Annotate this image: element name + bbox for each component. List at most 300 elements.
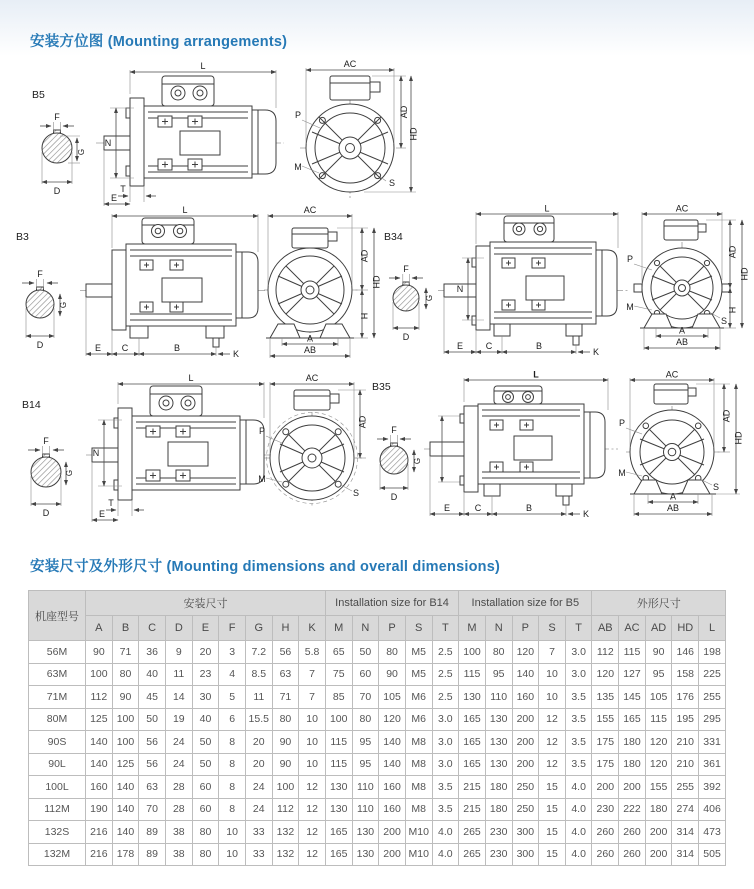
value-cell: 250 [512, 776, 539, 799]
value-cell: 20 [245, 753, 272, 776]
diagram-b35 [368, 369, 746, 532]
end-view [294, 59, 418, 198]
value-cell: 105 [379, 686, 406, 709]
value-cell: 295 [699, 708, 726, 731]
value-cell: 3.5 [432, 798, 459, 821]
value-cell: 56 [139, 731, 166, 754]
value-cell: 3.0 [565, 663, 592, 686]
value-cell: 33 [245, 821, 272, 844]
dim-label-ad: AD [357, 415, 368, 429]
value-cell: 200 [512, 708, 539, 731]
group-header-b14: Installation size for B14 [325, 591, 458, 616]
value-cell: 140 [86, 753, 113, 776]
diagram-label-b5: B5 [32, 89, 45, 101]
value-cell: 4.0 [565, 798, 592, 821]
value-cell: 140 [512, 663, 539, 686]
value-cell: 80 [272, 708, 299, 731]
value-cell: 95 [352, 731, 379, 754]
value-cell: 95 [645, 663, 672, 686]
end-view [264, 205, 382, 358]
side-view [424, 370, 618, 520]
dim-label-e: E [94, 343, 102, 353]
model-cell: 112M [29, 798, 86, 821]
value-cell: 314 [672, 843, 699, 866]
dim-label-ab: AB [675, 337, 689, 347]
value-cell: 3.5 [565, 708, 592, 731]
diagram-label-b35: B35 [372, 381, 391, 393]
value-cell: 100 [112, 708, 139, 731]
value-cell: 392 [699, 776, 726, 799]
column-header: E [192, 616, 219, 641]
dim-label-m: M [294, 162, 302, 172]
value-cell: 28 [165, 776, 192, 799]
column-header: M [459, 616, 486, 641]
dim-label-ac: AC [665, 369, 679, 380]
value-cell: 70 [139, 798, 166, 821]
value-cell: 20 [192, 641, 219, 664]
value-cell: 130 [325, 798, 352, 821]
diagram-label-b34: B34 [384, 231, 403, 243]
value-cell: 473 [699, 821, 726, 844]
dim-label-ad: AD [727, 245, 738, 259]
value-cell: 50 [192, 753, 219, 776]
dim-label-f: F [391, 425, 397, 435]
dim-label-ac: AC [305, 373, 319, 383]
value-cell: 45 [139, 686, 166, 709]
value-cell: 7 [299, 686, 326, 709]
dim-label-d: D [53, 186, 61, 196]
value-cell: 146 [672, 641, 699, 664]
value-cell: 160 [379, 776, 406, 799]
column-header: AC [619, 616, 646, 641]
end-view [626, 204, 749, 351]
dim-label-g: G [59, 301, 68, 309]
value-cell: 30 [192, 686, 219, 709]
table-row [29, 843, 726, 866]
end-view [258, 373, 367, 506]
value-cell: 361 [699, 753, 726, 776]
shaft-section [40, 112, 86, 196]
value-cell: 230 [592, 798, 619, 821]
dim-label-p: P [294, 110, 302, 120]
value-cell: 50 [192, 731, 219, 754]
dim-label-ad: AD [399, 105, 409, 119]
dim-label-s: S [352, 488, 360, 498]
value-cell: 4.0 [565, 821, 592, 844]
diagram-b14 [14, 372, 368, 532]
dim-label-e: E [98, 509, 106, 519]
value-cell: 80 [192, 843, 219, 866]
value-cell: 24 [165, 731, 192, 754]
value-cell: 120 [512, 641, 539, 664]
value-cell: 10 [539, 663, 566, 686]
diagram-b3 [10, 206, 382, 364]
dim-label-g: G [413, 457, 422, 465]
value-cell: 3.0 [432, 731, 459, 754]
value-cell: 8.5 [245, 663, 272, 686]
value-cell: 216 [86, 843, 113, 866]
group-header-overall: 外形尺寸 [592, 591, 726, 616]
value-cell: 180 [619, 731, 646, 754]
value-cell: 10 [299, 753, 326, 776]
value-cell: 100 [272, 776, 299, 799]
dim-label-a: A [678, 325, 686, 336]
dim-label-g: G [65, 469, 74, 477]
value-cell: 15 [539, 776, 566, 799]
value-cell: 216 [86, 821, 113, 844]
dim-label-c: C [485, 341, 493, 351]
value-cell: 24 [245, 776, 272, 799]
value-cell: 100 [459, 641, 486, 664]
dim-label-f: F [43, 436, 49, 446]
value-cell: 130 [485, 708, 512, 731]
value-cell: 50 [352, 641, 379, 664]
dim-label-f: F [403, 264, 409, 274]
column-header: AD [645, 616, 672, 641]
dim-label-m: M [626, 302, 634, 312]
dim-label-e: E [110, 193, 118, 203]
value-cell: 331 [699, 731, 726, 754]
value-cell: 3.5 [565, 686, 592, 709]
value-cell: 255 [672, 776, 699, 799]
value-cell: 210 [672, 731, 699, 754]
value-cell: 4.0 [565, 843, 592, 866]
value-cell: 11 [245, 686, 272, 709]
value-cell: 40 [192, 708, 219, 731]
dim-label-d: D [390, 492, 398, 502]
table-row [29, 753, 726, 776]
value-cell: 125 [86, 708, 113, 731]
value-cell: 210 [672, 753, 699, 776]
dim-label-k: K [582, 509, 590, 519]
value-cell: 222 [619, 798, 646, 821]
value-cell: 63 [272, 663, 299, 686]
value-cell: 33 [245, 843, 272, 866]
dim-label-s: S [388, 178, 396, 188]
value-cell: 200 [379, 843, 406, 866]
column-header: A [86, 616, 113, 641]
model-cell: 100L [29, 776, 86, 799]
value-cell: 265 [459, 843, 486, 866]
value-cell: 130 [459, 686, 486, 709]
dim-label-a: A [669, 491, 677, 502]
dim-label-k: K [232, 349, 240, 359]
column-header: M [325, 616, 352, 641]
dim-label-l: L [533, 369, 539, 380]
value-cell: 90 [645, 641, 672, 664]
dim-label-b: B [173, 343, 181, 353]
value-cell: 127 [619, 663, 646, 686]
value-cell: 115 [325, 731, 352, 754]
value-cell: 2.5 [432, 686, 459, 709]
column-header: C [139, 616, 166, 641]
value-cell: 56 [272, 641, 299, 664]
dim-label-m: M [618, 468, 626, 478]
value-cell: 2.5 [432, 641, 459, 664]
value-cell: 132 [272, 843, 299, 866]
value-cell: 15 [539, 843, 566, 866]
model-cell: 90S [29, 731, 86, 754]
value-cell: 3.5 [565, 731, 592, 754]
value-cell: 60 [352, 663, 379, 686]
value-cell: 80 [112, 663, 139, 686]
shaft-section [22, 269, 68, 350]
value-cell: 15 [539, 821, 566, 844]
value-cell: 10 [539, 686, 566, 709]
dim-label-ab: AB [666, 503, 680, 513]
value-cell: 4 [219, 663, 246, 686]
dim-label-g: G [77, 148, 86, 156]
value-cell: 215 [459, 776, 486, 799]
dim-label-l: L [188, 373, 194, 383]
value-cell: 89 [139, 821, 166, 844]
shaft-section [28, 436, 74, 518]
column-header: S [405, 616, 432, 641]
value-cell: 63 [139, 776, 166, 799]
dim-label-m: M [258, 474, 266, 484]
value-cell: 8 [219, 753, 246, 776]
value-cell: 85 [325, 686, 352, 709]
value-cell: 165 [325, 843, 352, 866]
value-cell: 4.0 [565, 776, 592, 799]
value-cell: M10 [405, 843, 432, 866]
model-cell: 71M [29, 686, 86, 709]
dim-label-l: L [200, 61, 206, 71]
column-header: G [245, 616, 272, 641]
value-cell: 12 [299, 798, 326, 821]
dim-label-p: P [626, 254, 634, 264]
model-cell: 132S [29, 821, 86, 844]
value-cell: 12 [539, 731, 566, 754]
value-cell: 71 [272, 686, 299, 709]
value-cell: 505 [699, 843, 726, 866]
value-cell: 180 [485, 798, 512, 821]
value-cell: 10 [299, 708, 326, 731]
value-cell: 260 [619, 821, 646, 844]
diagram-label-b3: B3 [16, 231, 29, 243]
dim-label-hd: HD [739, 267, 750, 281]
value-cell: 200 [512, 753, 539, 776]
value-cell: 115 [619, 641, 646, 664]
dim-label-g: G [425, 294, 434, 302]
dimension-table-body [29, 641, 726, 866]
dim-label-t: T [108, 498, 114, 508]
value-cell: 176 [672, 686, 699, 709]
value-cell: 38 [165, 821, 192, 844]
value-cell: 10 [219, 843, 246, 866]
column-header: D [165, 616, 192, 641]
table-head [29, 591, 726, 641]
value-cell: 200 [512, 731, 539, 754]
value-cell: M5 [405, 641, 432, 664]
dim-label-p: P [258, 426, 266, 436]
table-row [29, 663, 726, 686]
value-cell: 230 [485, 843, 512, 866]
value-cell: 180 [645, 798, 672, 821]
value-cell: 23 [192, 663, 219, 686]
value-cell: M8 [405, 753, 432, 776]
dim-label-ad: AD [721, 409, 732, 423]
value-cell: 6 [219, 708, 246, 731]
value-cell: 100 [325, 708, 352, 731]
value-cell: 215 [459, 798, 486, 821]
side-view [80, 205, 268, 359]
value-cell: 130 [352, 843, 379, 866]
column-header: H [272, 616, 299, 641]
dim-label-h: H [727, 306, 738, 314]
value-cell: 120 [645, 731, 672, 754]
value-cell: 195 [672, 708, 699, 731]
dim-label-ab: AB [303, 345, 317, 355]
column-header: AB [592, 616, 619, 641]
value-cell: 70 [352, 686, 379, 709]
value-cell: 140 [379, 731, 406, 754]
dim-label-hd: HD [408, 127, 419, 141]
value-cell: 260 [592, 843, 619, 866]
value-cell: 12 [539, 708, 566, 731]
value-cell: 105 [645, 686, 672, 709]
value-cell: 100 [112, 731, 139, 754]
shaft-section [389, 264, 434, 342]
value-cell: 90 [112, 686, 139, 709]
value-cell: 406 [699, 798, 726, 821]
value-cell: 274 [672, 798, 699, 821]
value-cell: 175 [592, 753, 619, 776]
value-cell: 95 [485, 663, 512, 686]
dim-label-l: L [544, 203, 550, 214]
dim-label-c: C [474, 503, 482, 513]
value-cell: 160 [86, 776, 113, 799]
value-cell: 3.5 [432, 776, 459, 799]
dim-label-f: F [37, 269, 43, 279]
section-title-mounting: 安装方位图 (Mounting arrangements) [30, 34, 288, 50]
dim-label-d: D [42, 508, 50, 518]
value-cell: 140 [112, 821, 139, 844]
value-cell: 110 [352, 776, 379, 799]
model-cell: 63M [29, 663, 86, 686]
table-row [29, 641, 726, 664]
dim-label-ac: AC [343, 59, 357, 69]
dim-label-t: T [120, 184, 126, 194]
table-row [29, 686, 726, 709]
value-cell: 8 [219, 731, 246, 754]
value-cell: 140 [379, 753, 406, 776]
value-cell: 15 [539, 798, 566, 821]
column-header: T [432, 616, 459, 641]
column-header: K [299, 616, 326, 641]
value-cell: 36 [139, 641, 166, 664]
value-cell: 5 [219, 686, 246, 709]
value-cell: 112 [272, 798, 299, 821]
value-cell: 230 [485, 821, 512, 844]
value-cell: 80 [352, 708, 379, 731]
value-cell: 24 [245, 798, 272, 821]
dim-label-f: F [54, 112, 60, 122]
dim-label-l: L [182, 205, 188, 215]
dim-label-n: N [92, 448, 100, 458]
value-cell: 24 [165, 753, 192, 776]
model-cell: 56M [29, 641, 86, 664]
group-header-b5: Installation size for B5 [459, 591, 592, 616]
value-cell: 260 [592, 821, 619, 844]
value-cell: 90 [379, 663, 406, 686]
value-cell: 130 [352, 821, 379, 844]
diagram-b34 [380, 203, 752, 364]
value-cell: 71 [112, 641, 139, 664]
end-view [618, 370, 743, 517]
table-row [29, 731, 726, 754]
dim-label-p: P [618, 418, 626, 428]
value-cell: 12 [539, 753, 566, 776]
table-row [29, 776, 726, 799]
value-cell: M8 [405, 798, 432, 821]
dim-label-ad: AD [359, 249, 370, 263]
value-cell: 115 [325, 753, 352, 776]
value-cell: 120 [379, 708, 406, 731]
value-cell: 225 [699, 663, 726, 686]
value-cell: 160 [512, 686, 539, 709]
dim-label-e: E [443, 503, 451, 513]
shaft-section [377, 425, 422, 502]
side-view [438, 204, 630, 358]
dim-label-ac: AC [303, 205, 317, 215]
value-cell: 200 [645, 821, 672, 844]
diagram-label-b14: B14 [22, 399, 41, 411]
dim-label-n: N [104, 138, 112, 148]
column-header: S [539, 616, 566, 641]
value-cell: 12 [299, 821, 326, 844]
value-cell: 140 [86, 731, 113, 754]
value-cell: 2.5 [432, 663, 459, 686]
dimensions-table [28, 590, 726, 866]
value-cell: 314 [672, 821, 699, 844]
value-cell: 125 [112, 753, 139, 776]
dim-label-d: D [402, 332, 410, 342]
value-cell: 140 [112, 798, 139, 821]
value-cell: 165 [459, 708, 486, 731]
value-cell: 4.0 [432, 843, 459, 866]
value-cell: 130 [325, 776, 352, 799]
value-cell: M8 [405, 731, 432, 754]
value-cell: 4.0 [432, 821, 459, 844]
value-cell: M6 [405, 708, 432, 731]
value-cell: 155 [645, 776, 672, 799]
value-cell: 135 [592, 686, 619, 709]
value-cell: 300 [512, 821, 539, 844]
model-cell: 90L [29, 753, 86, 776]
value-cell: 15.5 [245, 708, 272, 731]
dim-label-n: N [456, 284, 464, 294]
value-cell: 265 [459, 821, 486, 844]
value-cell: 200 [592, 776, 619, 799]
value-cell: 155 [592, 708, 619, 731]
value-cell: 112 [592, 641, 619, 664]
side-view [96, 61, 284, 206]
value-cell: 8 [219, 798, 246, 821]
dim-label-s: S [720, 316, 728, 326]
value-cell: 140 [112, 776, 139, 799]
section-title-dimensions: 安装尺寸及外形尺寸 (Mounting dimensions and overall dimensions) [30, 559, 500, 575]
value-cell: 110 [485, 686, 512, 709]
value-cell: 11 [165, 663, 192, 686]
value-cell: 9 [165, 641, 192, 664]
value-cell: 120 [645, 753, 672, 776]
value-cell: 120 [592, 663, 619, 686]
table-row [29, 821, 726, 844]
value-cell: 100 [86, 663, 113, 686]
diagram-b5 [24, 60, 418, 208]
value-cell: 115 [645, 708, 672, 731]
